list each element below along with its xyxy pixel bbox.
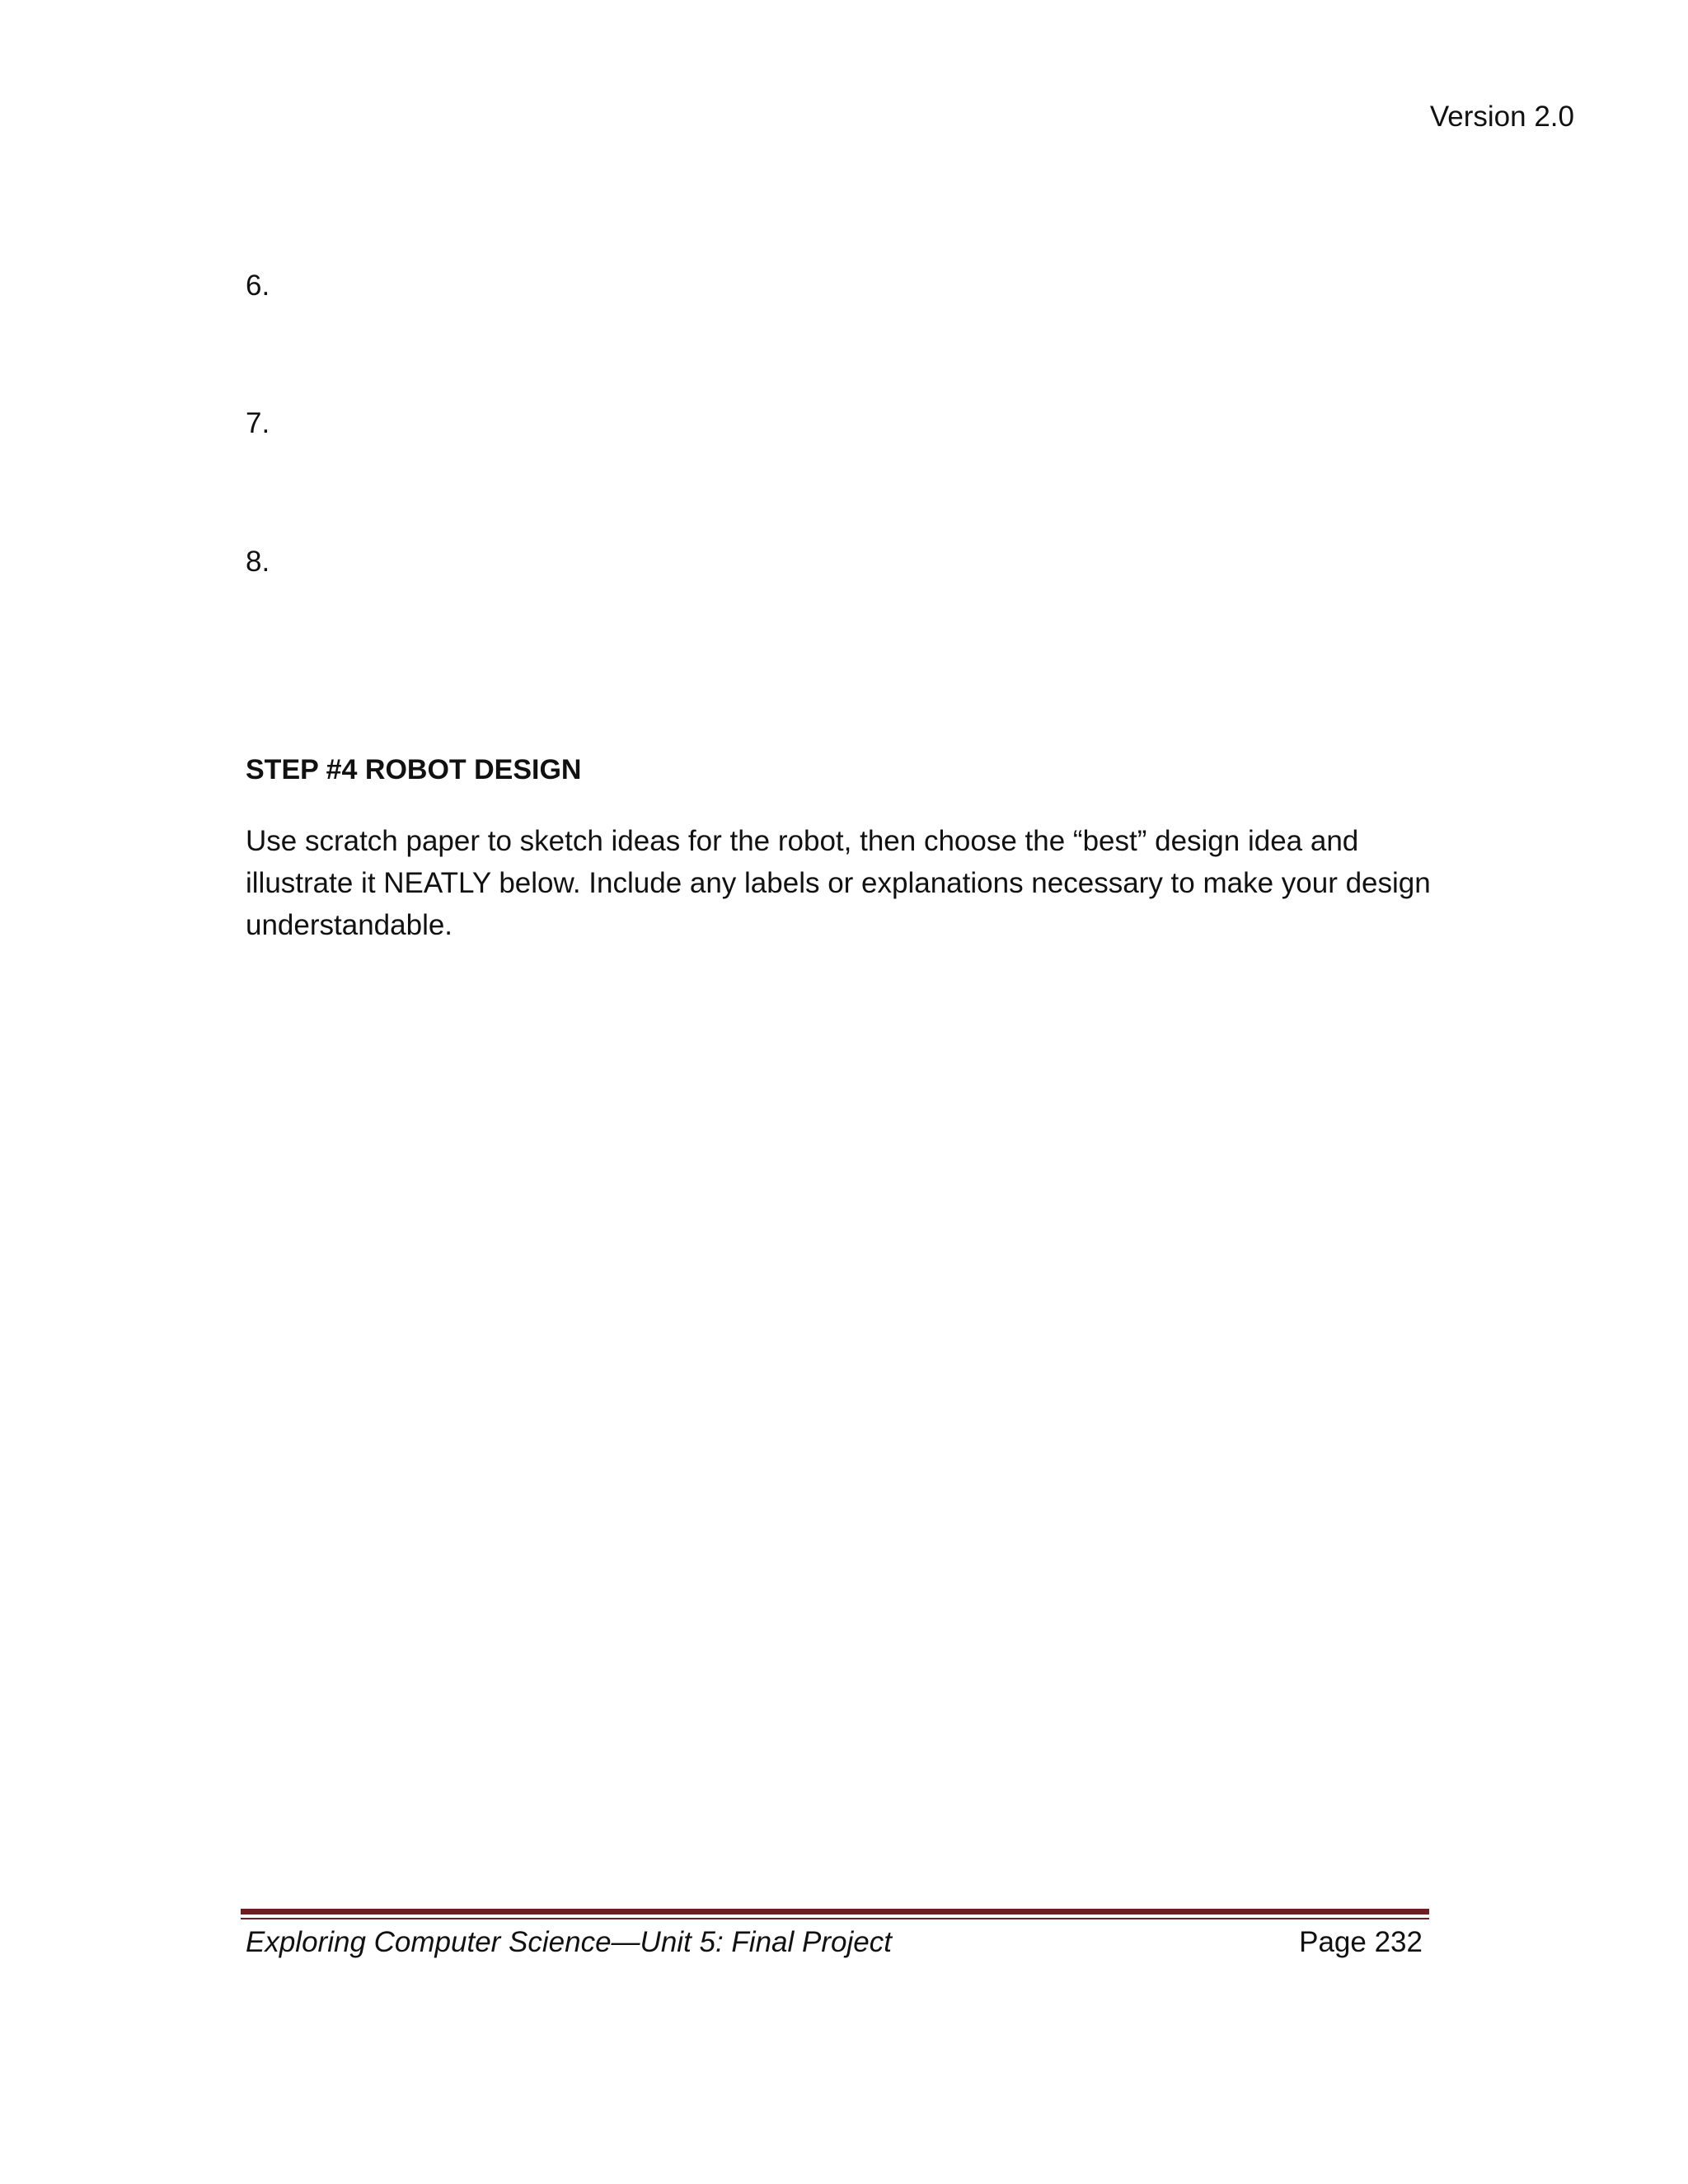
instructions-line: understandable. [246, 909, 453, 941]
list-item-number: 7. [246, 407, 270, 439]
list-item-number: 8. [246, 546, 270, 578]
instructions-line: illustrate it NEATLY below. Include any labels or explanations necessary to make your design [246, 867, 1431, 899]
footer-rule [241, 1909, 1429, 1915]
version-label: Version 2.0 [1429, 101, 1574, 133]
section-heading: STEP #4 ROBOT DESIGN [246, 754, 582, 785]
footer-rule-thin [241, 1918, 1429, 1919]
footer-title: Exploring Computer Science—Unit 5: Final Project [246, 1926, 892, 1958]
list-item-number: 6. [246, 269, 270, 302]
page-number: Page 232 [1299, 1926, 1423, 1958]
instructions-paragraph [246, 820, 1441, 946]
instructions-line: Use scratch paper to sketch ideas for the robot, then choose the “best” design idea and [246, 825, 1359, 857]
